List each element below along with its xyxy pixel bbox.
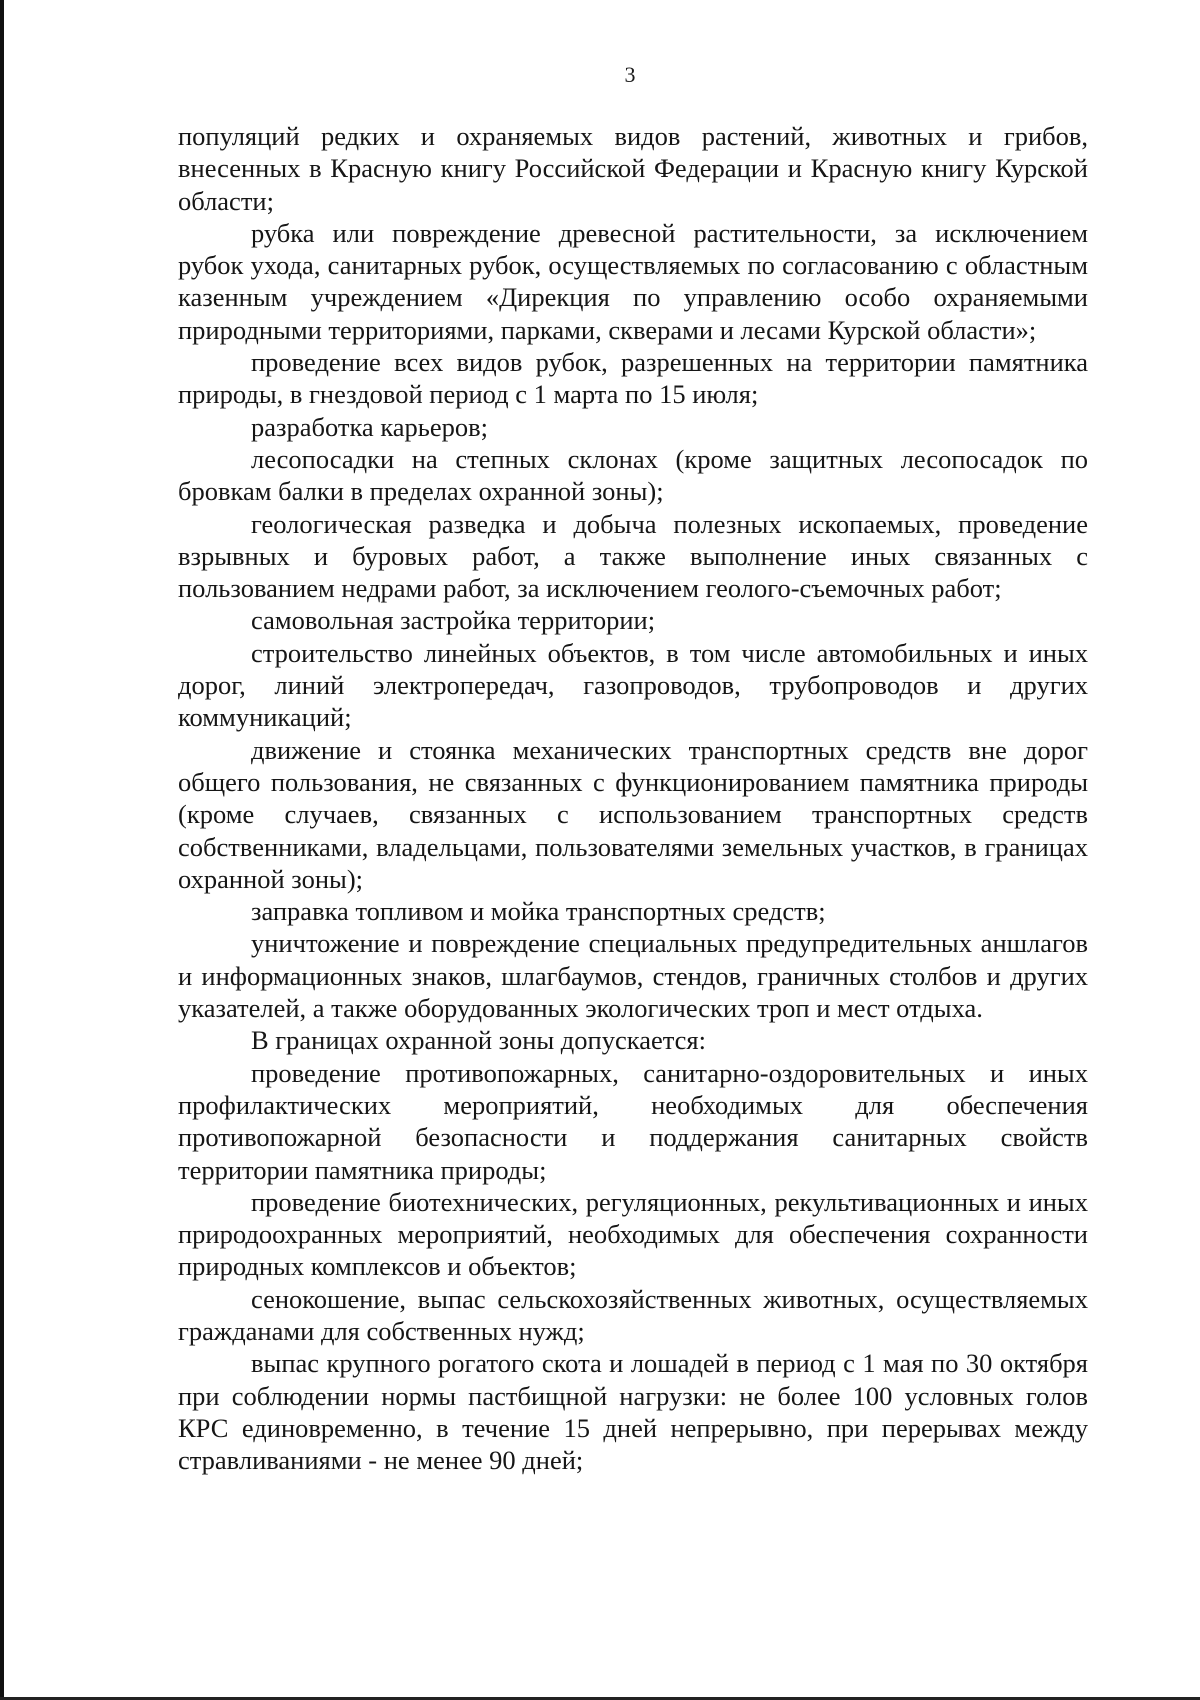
scan-left-edge: [0, 0, 4, 1700]
paragraph: самовольная застройка территории;: [251, 605, 656, 636]
paragraph: геологическая разведка и добыча полезных ископаемых, проведение взрывных и буровых работ, а также выполнение иных связанных с пользованием недрами работ, за исключением геолого-съемочных работ;: [178, 508, 1088, 604]
paragraph: проведение всех видов рубок, разрешенных на территории памятника природы, в гнездовой период с 1 марта по 15 июля;: [178, 347, 1088, 410]
paragraph: движение и стоянка механических транспортных средств вне дорог общего пользования, не связанных с функционированием памятника природы (кроме случаев, связанных с использованием транспортных средств собственниками, владельцами, пользователями земельных участков, в границах охранной зоны);: [178, 734, 1088, 894]
paragraph: заправка топливом и мойка транспортных средств;: [251, 896, 826, 927]
document-body: [178, 120, 1088, 1476]
paragraph: проведение противопожарных, санитарно-оздоровительных и иных профилактических мероприятий, необходимых для обеспечения противопожарной безопасности и поддержания санитарных свойств территории памятника природы;: [178, 1057, 1088, 1185]
paragraph: выпас крупного рогатого скота и лошадей в период с 1 мая по 30 октября при соблюдении нормы пастбищной нагрузки: не более 100 условных голов КРС единовременно, в течение 15 дней непрерывно, при перерывах между стравливаниями - не менее 90 дней;: [178, 1348, 1088, 1476]
paragraph: проведение биотехнических, регуляционных, рекультивационных и иных природоохранных мероприятий, необходимых для обеспечения сохранности природных комплексов и объектов;: [178, 1186, 1088, 1282]
paragraph: В границах охранной зоны допускается:: [251, 1025, 706, 1056]
paragraph: популяций редких и охраняемых видов растений, животных и грибов, внесенных в Красную книгу Российской Федерации и Красную книгу Курской области;: [178, 121, 1088, 216]
page-number: 3: [624, 62, 636, 87]
paragraph: сенокошение, выпас сельскохозяйственных животных, осуществляемых гражданами для собственных нужд;: [178, 1283, 1088, 1346]
paragraph: лесопосадки на степных склонах (кроме защитных лесопосадок по бровкам балки в пределах охранной зоны);: [178, 443, 1088, 507]
paragraph: разработка карьеров;: [251, 411, 489, 442]
paragraph: рубка или повреждение древесной растительности, за исключением рубок ухода, санитарных рубок, осуществляемых по согласованию с областным казенным учреждением «Дирекция по управлению особо охраняемыми природными территориями, парками, скверами и лесами Курской области»;: [178, 217, 1088, 345]
paragraph: строительство линейных объектов, в том числе автомобильных и иных дорог, линий электропередач, газопроводов, трубопроводов и других коммуникаций;: [178, 637, 1088, 733]
paragraph: уничтожение и повреждение специальных предупредительных аншлагов и информационных знаков, шлагбаумов, стендов, граничных столбов и других указателей, а также оборудованных экологических троп и мест отдыха.: [178, 928, 1088, 1024]
